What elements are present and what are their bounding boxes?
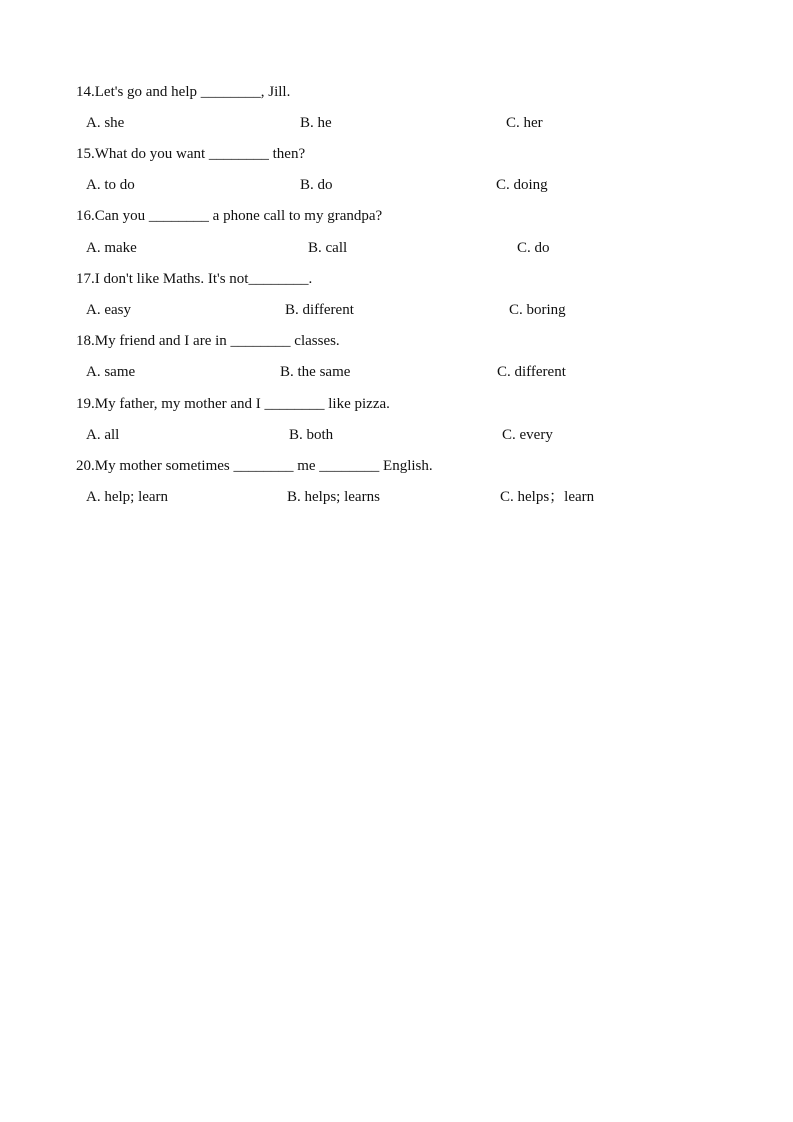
option-a: A. help; learn <box>86 489 169 505</box>
question-14: 14.Let's go and help ________, Jill. <box>76 84 291 100</box>
option-b: B. helps; learns <box>287 489 380 505</box>
option-b: B. do <box>300 177 333 193</box>
option-b: B. different <box>285 302 354 318</box>
question-17: 17.I don't like Maths. It's not________. <box>76 271 313 287</box>
option-b: B. he <box>300 115 332 131</box>
option-c: C. her <box>506 115 543 131</box>
option-a: A. all <box>86 427 120 443</box>
option-c: C. helps；learn <box>500 489 595 505</box>
question-20: 20.My mother sometimes ________ me ________ English. <box>76 458 433 474</box>
option-a: A. to do <box>86 177 135 193</box>
question-15: 15.What do you want ________ then? <box>76 146 306 162</box>
question-19: 19.My father, my mother and I ________ like pizza. <box>76 396 390 412</box>
option-c: C. doing <box>496 177 548 193</box>
question-18: 18.My friend and I are in ________ classes. <box>76 333 340 349</box>
option-c: C. different <box>497 364 566 380</box>
option-a: A. same <box>86 364 136 380</box>
option-b: B. the same <box>280 364 351 380</box>
option-a: A. make <box>86 240 137 256</box>
question-16: 16.Can you ________ a phone call to my grandpa? <box>76 208 383 224</box>
option-c: C. every <box>502 427 553 443</box>
option-b: B. call <box>308 240 348 256</box>
option-c: C. do <box>517 240 550 256</box>
option-b: B. both <box>289 427 334 443</box>
option-a: A. she <box>86 115 125 131</box>
option-a: A. easy <box>86 302 131 318</box>
option-c: C. boring <box>509 302 566 318</box>
